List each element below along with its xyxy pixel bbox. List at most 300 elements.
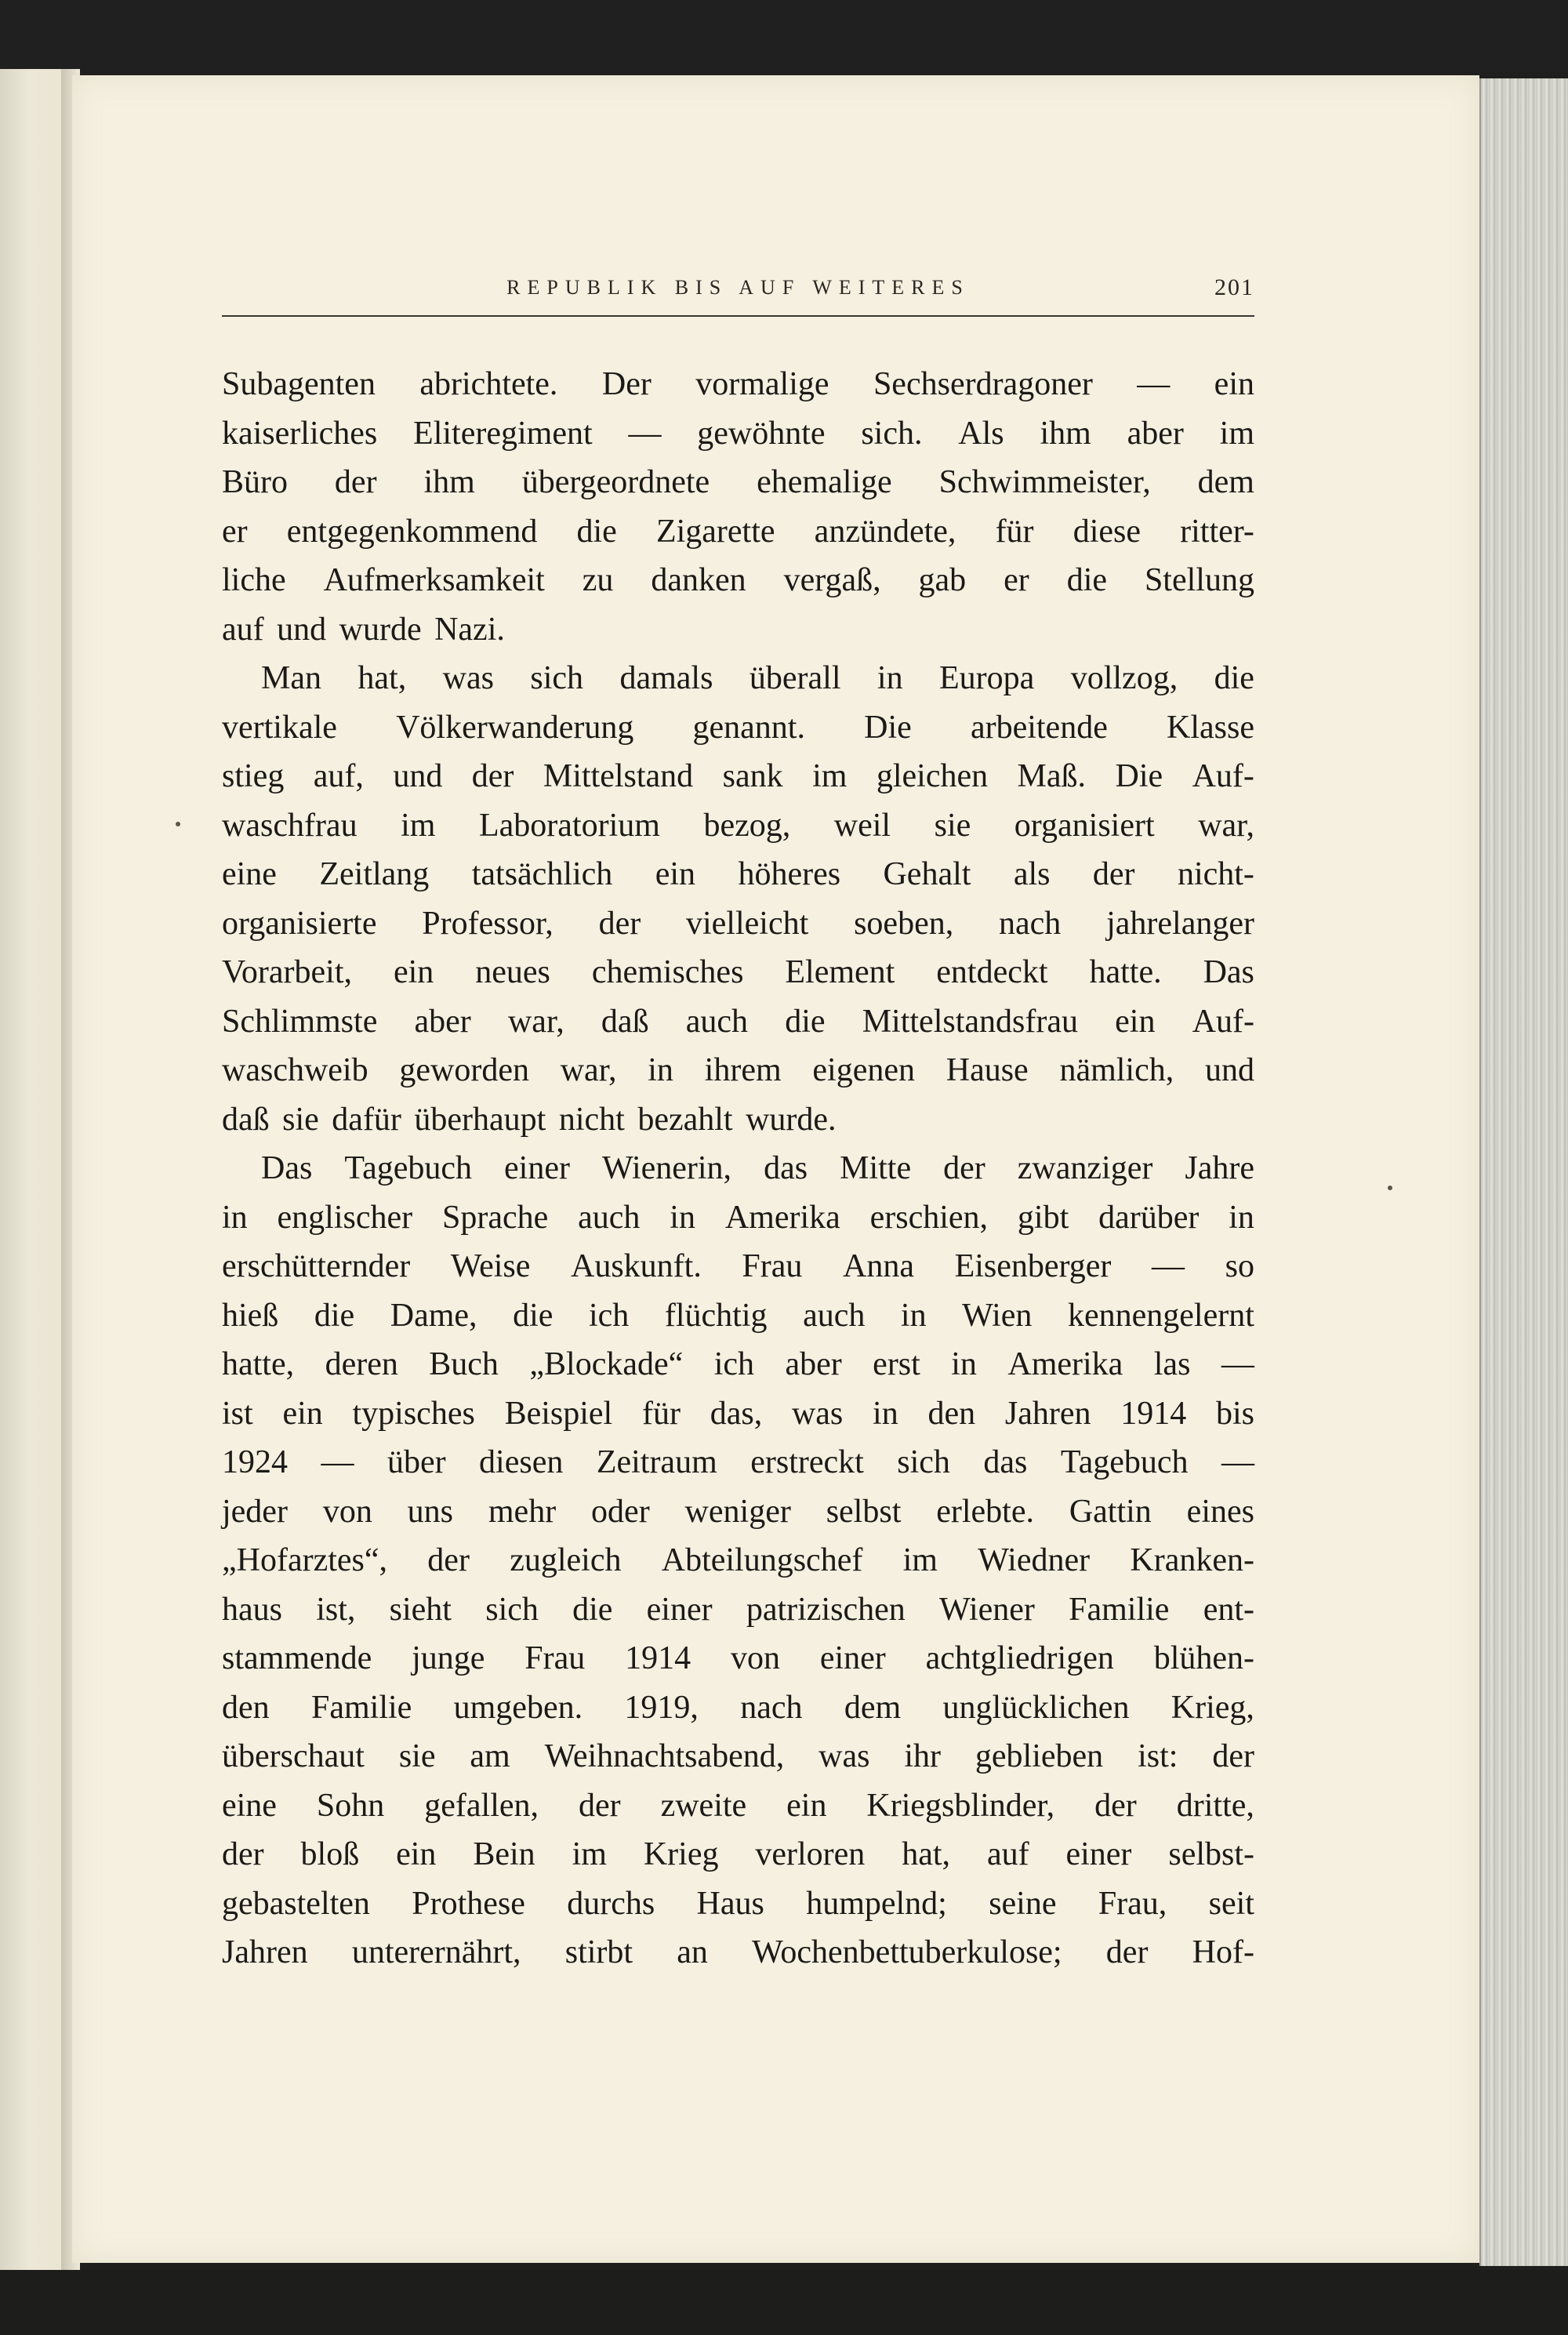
word: war, — [560, 1052, 617, 1088]
word: der — [471, 758, 514, 794]
word: nach — [999, 905, 1062, 942]
word: überschaut — [222, 1738, 365, 1774]
word: für — [641, 1395, 681, 1432]
word: umgeben. — [453, 1689, 583, 1726]
word: achtgliedrigen — [925, 1640, 1114, 1676]
word: übergeordnete — [521, 464, 710, 500]
word: der — [334, 464, 377, 500]
word: auch — [578, 1199, 641, 1236]
word: Das — [1203, 954, 1254, 990]
text-line — [222, 905, 1254, 954]
word: dem — [1197, 464, 1254, 500]
word: vormalige — [695, 366, 829, 402]
word: Krieg — [643, 1836, 719, 1872]
word: Eisenberger — [954, 1248, 1112, 1284]
word: Dame, — [390, 1297, 477, 1334]
word: nach — [740, 1689, 803, 1726]
word: Kriegsblinder, — [866, 1787, 1055, 1824]
text-line — [222, 561, 1254, 611]
word: Wienerin, — [601, 1150, 732, 1186]
word: auch — [685, 1003, 749, 1040]
word: haus — [222, 1591, 282, 1628]
word: stirbt — [564, 1934, 633, 1970]
word: in — [951, 1346, 977, 1382]
word: ent- — [1203, 1591, 1254, 1628]
word: unterernährt, — [351, 1934, 521, 1970]
word: genannt. — [692, 709, 805, 746]
word: kennengelernt — [1068, 1297, 1254, 1334]
word: ein — [655, 856, 696, 892]
word: im — [902, 1542, 938, 1578]
word: die — [572, 1591, 613, 1628]
word: was — [442, 660, 494, 696]
word: organisiert — [1014, 807, 1155, 844]
word: Beispiel — [504, 1395, 613, 1432]
word: erst — [873, 1346, 920, 1382]
word: was — [818, 1738, 870, 1774]
word: Als — [958, 415, 1004, 452]
word: Wiedner — [978, 1542, 1091, 1578]
word: zugleich — [510, 1542, 622, 1578]
word: zweite — [660, 1787, 747, 1824]
word: ist — [222, 1395, 253, 1432]
word: durchs — [567, 1885, 655, 1922]
word: ein — [282, 1395, 323, 1432]
word: eigenen — [812, 1052, 915, 1088]
word: sich — [897, 1444, 950, 1480]
text-line — [222, 463, 1254, 513]
word: hatte. — [1089, 954, 1162, 990]
word: ein — [396, 1836, 437, 1872]
word: hat, — [358, 660, 407, 696]
word: nicht- — [1177, 856, 1254, 892]
text-line — [222, 1395, 1254, 1444]
word: Buch — [429, 1346, 499, 1382]
word: englischer — [277, 1199, 413, 1236]
word: Familie — [1069, 1591, 1170, 1628]
text-line — [222, 513, 1254, 562]
word: uns — [407, 1493, 454, 1530]
text-line — [222, 415, 1254, 464]
word: eines — [1186, 1493, 1254, 1530]
text-line — [222, 365, 1254, 415]
word: nämlich, — [1059, 1052, 1174, 1088]
word: — — [1152, 1248, 1185, 1284]
word: tatsächlich — [471, 856, 613, 892]
word: vertikale — [222, 709, 337, 746]
word: aber — [1127, 415, 1184, 452]
text-line: auf und wurde Nazi. — [222, 611, 505, 648]
word: ich — [713, 1346, 755, 1382]
word: Vorarbeit, — [222, 954, 353, 990]
word: die — [513, 1297, 554, 1334]
word: ist: — [1138, 1738, 1178, 1774]
text-line — [222, 1640, 1254, 1689]
page-number: 201 — [1214, 274, 1254, 300]
word: ist, — [316, 1591, 356, 1628]
word: sich — [530, 660, 584, 696]
word: Auf- — [1192, 758, 1254, 794]
word: Tagebuch — [1060, 1444, 1189, 1480]
text-line — [222, 1787, 1254, 1836]
word: geworden — [399, 1052, 529, 1088]
word: „Hofarztes“, — [222, 1542, 388, 1578]
word: gefallen, — [424, 1787, 539, 1824]
word: gewöhnte — [697, 415, 826, 452]
word: aber — [785, 1346, 842, 1382]
word: waschfrau — [222, 807, 358, 844]
text-line — [222, 1247, 1254, 1297]
header-rule — [222, 315, 1254, 317]
word: sich. — [861, 415, 923, 452]
word: das — [983, 1444, 1028, 1480]
page-header — [222, 274, 1254, 315]
word: im — [401, 807, 436, 844]
word: Die — [1115, 758, 1163, 794]
word: — — [628, 415, 662, 452]
word: die — [785, 1003, 826, 1040]
word: von — [730, 1640, 780, 1676]
word: hatte, — [222, 1346, 295, 1382]
word: gibt — [1017, 1199, 1069, 1236]
word: höheres — [738, 856, 841, 892]
word: auf — [986, 1836, 1029, 1872]
word: oder — [591, 1493, 650, 1530]
word: erschütternder — [222, 1248, 411, 1284]
word: Gattin — [1069, 1493, 1152, 1530]
word: Element — [785, 954, 895, 990]
word: der — [427, 1542, 470, 1578]
word: war, — [507, 1003, 564, 1040]
word: Die — [864, 709, 912, 746]
word: ich — [588, 1297, 630, 1334]
word: erschien, — [869, 1199, 989, 1236]
word: Schwimmeister, — [938, 464, 1151, 500]
word: das — [764, 1150, 808, 1186]
word: Hof- — [1192, 1934, 1254, 1970]
word: seit — [1208, 1885, 1254, 1922]
word: zu — [582, 562, 614, 598]
word: und — [393, 758, 443, 794]
word: Kranken- — [1130, 1542, 1254, 1578]
word: Zigarette — [655, 513, 775, 550]
text-line — [222, 1542, 1254, 1591]
word: Jahre — [1185, 1150, 1254, 1186]
word: der — [598, 905, 641, 942]
word: Wien — [962, 1297, 1033, 1334]
word: ehemalige — [757, 464, 892, 500]
word: organisierte — [222, 905, 377, 942]
word: ein — [1214, 366, 1254, 402]
word: in — [877, 660, 903, 696]
word: was — [791, 1395, 844, 1432]
word: auf, — [313, 758, 364, 794]
word: als — [1013, 856, 1051, 892]
word: entdeckt — [936, 954, 1048, 990]
word: Büro — [222, 464, 288, 500]
word: der — [222, 1836, 264, 1872]
word: arbeitende — [970, 709, 1108, 746]
word: weil — [833, 807, 891, 844]
word: Frau, — [1098, 1885, 1167, 1922]
word: die — [314, 1297, 355, 1334]
word: neues — [475, 954, 550, 990]
word: in — [648, 1052, 673, 1088]
word: flüchtig — [664, 1297, 768, 1334]
paragraph-first-line — [222, 1149, 1254, 1199]
word: im — [812, 758, 848, 794]
word: Man — [261, 660, 321, 696]
word: am — [470, 1738, 510, 1774]
scan-background-top — [0, 0, 1568, 71]
word: in — [900, 1297, 927, 1334]
word: die — [1214, 660, 1254, 696]
word: danken — [651, 562, 746, 598]
text-line — [222, 1885, 1254, 1934]
text-line — [222, 1493, 1254, 1542]
word: Tagebuch — [344, 1150, 472, 1186]
word: jahrelanger — [1106, 905, 1254, 942]
word: Frau — [524, 1640, 586, 1676]
word: in — [670, 1199, 695, 1236]
word: eine — [222, 856, 277, 892]
word: selbst — [826, 1493, 902, 1530]
print-speck — [176, 822, 180, 826]
paragraph-first-line — [222, 659, 1254, 709]
print-speck — [1388, 1186, 1392, 1190]
word: Laboratorium — [478, 807, 660, 844]
text-line — [222, 953, 1254, 1003]
word: sie — [398, 1738, 436, 1774]
word: dritte, — [1176, 1787, 1254, 1824]
word: der — [943, 1150, 985, 1186]
word: humpelnd; — [806, 1885, 947, 1922]
word: stammende — [222, 1640, 372, 1676]
word: geblieben — [975, 1738, 1104, 1774]
word: darüber — [1098, 1199, 1200, 1236]
word: in — [873, 1395, 898, 1432]
word: Frau — [742, 1248, 803, 1284]
word: Haus — [696, 1885, 764, 1922]
word: — — [1137, 366, 1171, 402]
word: der — [1105, 1934, 1149, 1970]
word: einer — [646, 1591, 713, 1628]
word: Der — [601, 366, 652, 402]
word: ein — [786, 1787, 827, 1824]
word: Sohn — [316, 1787, 385, 1824]
word: ritter- — [1180, 513, 1254, 550]
text-line — [222, 855, 1254, 905]
word: mehr — [488, 1493, 557, 1530]
word: Auf- — [1192, 1003, 1254, 1040]
word: in — [222, 1199, 248, 1236]
word: Mitte — [840, 1150, 912, 1186]
word: Abteilungschef — [661, 1542, 863, 1578]
word: verloren — [755, 1836, 866, 1872]
word: im — [1219, 415, 1254, 452]
word: Weihnachtsabend, — [544, 1738, 785, 1774]
word: Prothese — [412, 1885, 525, 1922]
word: junge — [412, 1640, 485, 1676]
word: sich — [485, 1591, 539, 1628]
word: ein — [1115, 1003, 1156, 1040]
word: jeder — [222, 1493, 288, 1530]
word: liche — [222, 562, 286, 598]
word: die — [576, 513, 617, 550]
word: hieß — [222, 1297, 279, 1334]
text-line — [222, 1345, 1254, 1395]
text-line — [222, 709, 1254, 758]
word: Maß. — [1017, 758, 1087, 794]
text-line: daß sie dafür überhaupt nicht bezahlt wurde. — [222, 1101, 837, 1138]
word: Bein — [473, 1836, 535, 1872]
word: den — [222, 1689, 270, 1726]
word: blühen- — [1153, 1640, 1254, 1676]
word: las — [1153, 1346, 1191, 1382]
word: Professor, — [422, 905, 554, 942]
word: deren — [325, 1346, 398, 1382]
word: der — [578, 1787, 621, 1824]
word: kaiserliches — [222, 415, 378, 452]
word: bis — [1215, 1395, 1254, 1432]
word: abrichtete. — [419, 366, 558, 402]
text-line — [222, 757, 1254, 807]
word: Zeitlang — [319, 856, 430, 892]
word: Subagenten — [222, 366, 376, 402]
text-line — [222, 1934, 1254, 1983]
word: dem — [844, 1689, 902, 1726]
running-title: REPUBLIK BIS AUF WEITERES — [506, 276, 970, 299]
word: Eliteregiment — [413, 415, 593, 452]
word: hat, — [902, 1836, 951, 1872]
word: bezog, — [703, 807, 791, 844]
word: Das — [261, 1150, 313, 1186]
word: Wiener — [938, 1591, 1035, 1628]
word: vergaß, — [783, 562, 881, 598]
word: anzündete, — [814, 513, 956, 550]
word: Jahren — [222, 1934, 308, 1970]
word: für — [995, 513, 1034, 550]
word: eine — [222, 1787, 277, 1824]
word: diesen — [479, 1444, 564, 1480]
word: — — [1221, 1346, 1254, 1382]
word: diese — [1073, 513, 1141, 550]
word: er — [1004, 562, 1029, 598]
word: Schlimmste — [222, 1003, 378, 1040]
word: überall — [749, 660, 841, 696]
text-line — [222, 1836, 1254, 1885]
word: stieg — [222, 758, 285, 794]
word: weniger — [684, 1493, 791, 1530]
word: „Blockade“ — [529, 1346, 684, 1382]
text-line — [222, 1443, 1254, 1493]
word: Völkerwanderung — [396, 709, 634, 746]
word: und — [1205, 1052, 1254, 1088]
word: in — [1229, 1199, 1254, 1236]
word: Sechserdragoner — [873, 366, 1093, 402]
text-line — [222, 1689, 1254, 1738]
word: — — [321, 1444, 354, 1480]
word: daß — [601, 1003, 649, 1040]
word: gebastelten — [222, 1885, 370, 1922]
word: an — [677, 1934, 708, 1970]
word: gleichen — [876, 758, 989, 794]
word: damals — [619, 660, 713, 696]
word: vielleicht — [686, 905, 809, 942]
word: einer — [1065, 1836, 1132, 1872]
text-line — [222, 1199, 1254, 1248]
word: sieht — [389, 1591, 452, 1628]
word: der — [1212, 1738, 1254, 1774]
word: auch — [803, 1297, 866, 1334]
word: Zeitraum — [596, 1444, 717, 1480]
text-line — [222, 1297, 1254, 1346]
word: so — [1225, 1248, 1254, 1284]
word: Sprache — [441, 1199, 549, 1236]
body-text — [222, 365, 1254, 1983]
word: Klasse — [1167, 709, 1254, 746]
word: 1919, — [624, 1689, 699, 1726]
word: Familie — [310, 1689, 412, 1726]
word: gab — [918, 562, 967, 598]
text-line — [222, 1003, 1254, 1052]
word: Krieg, — [1171, 1689, 1254, 1726]
word: ihm — [423, 464, 475, 500]
word: ein — [393, 954, 434, 990]
word: einer — [819, 1640, 886, 1676]
word: waschweib — [222, 1052, 368, 1088]
word: aber — [414, 1003, 471, 1040]
word: Wochenbettuberkulose; — [752, 1934, 1062, 1970]
word: er — [222, 513, 248, 550]
page-block-edges — [1479, 78, 1568, 2266]
text-line — [222, 1051, 1254, 1101]
word: Amerika — [1007, 1346, 1123, 1382]
word: einer — [504, 1150, 570, 1186]
word: unglücklichen — [942, 1689, 1130, 1726]
text-line — [222, 1738, 1254, 1787]
text-line — [222, 807, 1254, 856]
word: der — [1092, 856, 1135, 892]
word: ihm — [1040, 415, 1091, 452]
word: selbst- — [1168, 1836, 1254, 1872]
word: Aufmerksamkeit — [323, 562, 545, 598]
word: ihrem — [704, 1052, 782, 1088]
word: — — [1221, 1444, 1254, 1480]
word: Gehalt — [883, 856, 971, 892]
word: die — [1066, 562, 1108, 598]
word: Jahren — [1004, 1395, 1091, 1432]
word: das, — [710, 1395, 763, 1432]
word: soeben, — [854, 905, 954, 942]
word: über — [387, 1444, 446, 1480]
word: Auskunft. — [570, 1248, 702, 1284]
word: Mittelstand — [543, 758, 694, 794]
word: sie — [934, 807, 971, 844]
word: im — [572, 1836, 607, 1872]
word: Weise — [450, 1248, 531, 1284]
word: der — [1094, 1787, 1137, 1824]
word: sank — [722, 758, 783, 794]
word: ihr — [904, 1738, 942, 1774]
word: 1924 — [222, 1444, 288, 1480]
word: entgegenkommend — [286, 513, 538, 550]
word: seine — [989, 1885, 1057, 1922]
word: zwanziger — [1017, 1150, 1153, 1186]
word: 1914 — [1120, 1395, 1187, 1432]
text-line — [222, 1591, 1254, 1640]
word: erstreckt — [750, 1444, 864, 1480]
